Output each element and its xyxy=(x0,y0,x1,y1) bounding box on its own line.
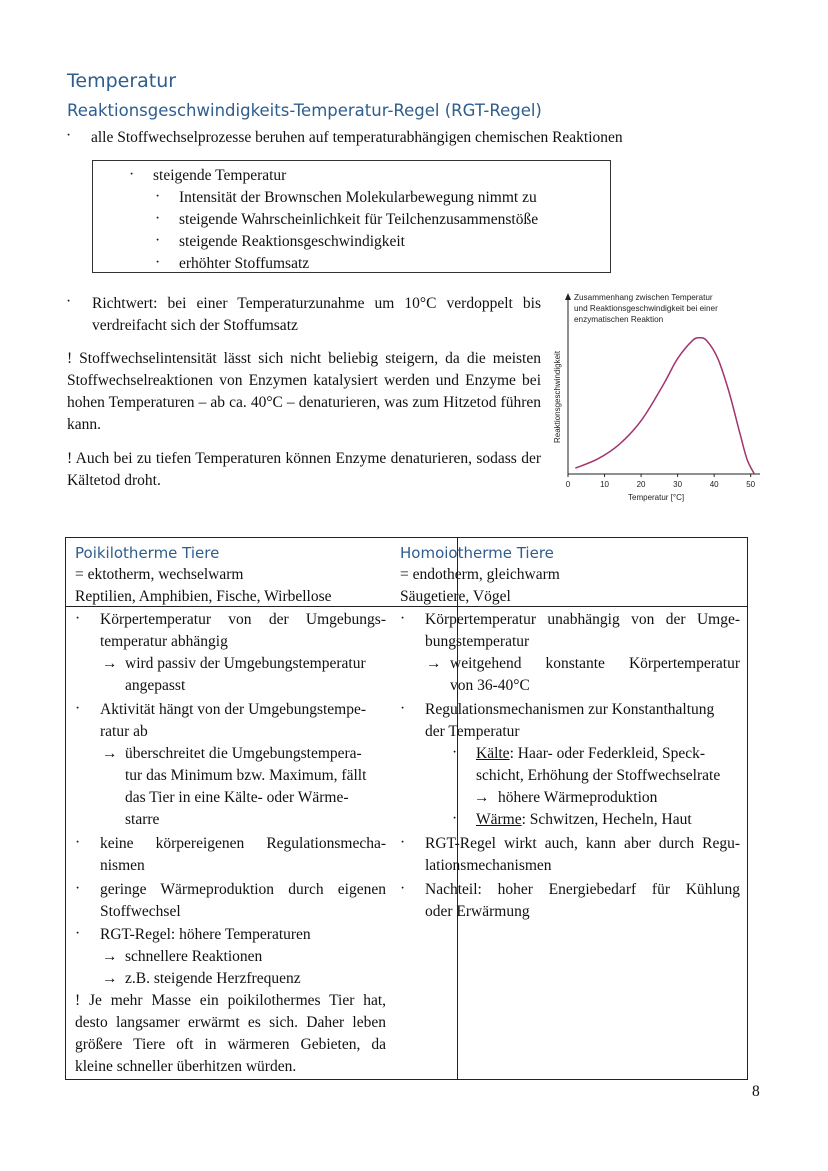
left-synonyms: = ektotherm, wechselwarm xyxy=(75,566,244,583)
left-line: temperatur abhängig xyxy=(100,633,228,650)
right-column-title: Homoiotherme Tiere xyxy=(400,544,554,562)
richtwert-text: Richtwert: bei einer Temperaturzunahme um 10°C verdoppelt bis verdreifacht sich der Stoffumsatz xyxy=(92,295,541,334)
bullet: · xyxy=(452,810,458,827)
right-line: Körpertemperatur unabhängig von der Umge- xyxy=(425,611,740,628)
chart-title-line: enzymatischen Reaktion xyxy=(574,315,664,324)
right-line: von 36-40°C xyxy=(450,677,530,694)
bullet: · xyxy=(155,254,161,271)
box-sub-item: steigende Reaktionsgeschwindigkeit xyxy=(179,233,405,250)
right-examples: Säugetiere, Vögel xyxy=(400,588,511,605)
heat-label: Wärme xyxy=(476,811,522,828)
arrow-icon: → xyxy=(102,948,118,965)
left-line: ratur ab xyxy=(100,723,148,740)
comparison-table xyxy=(65,537,748,1080)
left-line: nismen xyxy=(100,857,145,874)
left-examples: Reptilien, Amphibien, Fische, Wirbellose xyxy=(75,588,332,605)
bullet: · xyxy=(75,834,81,851)
right-line: RGT-Regel wirkt auch, kann aber durch Regu- xyxy=(425,835,740,852)
left-line: wird passiv der Umgebungstemperatur xyxy=(125,655,366,672)
bullet: · xyxy=(155,210,161,227)
bullet: · xyxy=(400,880,406,897)
x-tick-label: 10 xyxy=(600,480,609,489)
y-axis-arrow xyxy=(565,293,571,300)
box-main-item: steigende Temperatur xyxy=(153,167,287,184)
x-ticks xyxy=(566,474,756,489)
bullet: · xyxy=(400,834,406,851)
x-tick-label: 50 xyxy=(746,480,756,489)
left-line: starre xyxy=(125,811,160,828)
box-sub-item: erhöhter Stoffumsatz xyxy=(179,255,310,272)
right-line xyxy=(476,809,692,831)
enzyme-rate-chart xyxy=(548,286,768,506)
cold-text: : Haar- oder Federkleid, Speck- xyxy=(509,745,706,762)
left-line: geringe Wärmeproduktion durch eigenen xyxy=(100,881,386,898)
left-line: keine körpereigenen Regulationsmecha- xyxy=(100,835,386,852)
bullet: · xyxy=(400,610,406,627)
bullet: · xyxy=(66,293,72,310)
intro-text: alle Stoffwechselprozesse beruhen auf temperaturabhängigen chemischen Reaktionen xyxy=(91,129,623,146)
right-line: höhere Wärmeproduktion xyxy=(498,789,658,806)
bullet: · xyxy=(75,700,81,717)
temperature-effects-box xyxy=(92,160,611,273)
left-line: angepasst xyxy=(125,677,186,694)
y-axis-label: Reaktionsgeschwindigkeit xyxy=(553,350,562,443)
left-note: desto langsamer erwärmt es sich. Daher leben xyxy=(75,1014,386,1031)
arrow-icon: → xyxy=(102,970,118,987)
x-tick-label: 0 xyxy=(565,480,571,489)
right-line xyxy=(476,743,705,765)
x-tick-label: 20 xyxy=(636,480,646,489)
right-line: weitgehend konstante Körpertemperatur xyxy=(450,655,740,672)
arrow-icon: → xyxy=(102,655,118,672)
arrow-icon: → xyxy=(426,655,442,672)
bullet: · xyxy=(452,744,458,761)
left-line: schnellere Reaktionen xyxy=(125,948,263,965)
heat-text: : Schwitzen, Hecheln, Haut xyxy=(521,811,692,828)
arrow-icon: → xyxy=(102,745,118,762)
right-line: der Temperatur xyxy=(425,723,520,740)
page-title: Temperatur xyxy=(67,70,177,92)
cold-label: Kälte xyxy=(476,745,510,762)
left-line: das Tier in eine Kälte- oder Wärme- xyxy=(125,789,349,806)
left-column-title: Poikilotherme Tiere xyxy=(75,544,220,562)
right-line: schicht, Erhöhung der Stoffwechselrate xyxy=(476,767,721,784)
left-line: Körpertemperatur von der Umgebungs- xyxy=(100,611,386,628)
arrow-icon: → xyxy=(474,789,490,806)
right-line: Regulationsmechanismen zur Konstanthaltung xyxy=(425,701,715,718)
right-line: lationsmechanismen xyxy=(425,857,552,874)
x-tick-label: 30 xyxy=(673,480,683,489)
warning-cold: ! Auch bei zu tiefen Temperaturen können Enzyme denaturieren, sodass der Kältetod droht. xyxy=(67,450,541,489)
left-line: RGT-Regel: höhere Temperaturen xyxy=(100,926,311,943)
bullet: · xyxy=(75,880,81,897)
warning-heat: ! Stoffwechselintensität lässt sich nicht beliebig steigern, da die meisten Stoffwechselreaktionen von Enzymen katalysiert werden und Enzyme bei hohen Temperaturen – ab ca. 40°C – denaturieren, was zum Hitzetod führen kann. xyxy=(67,350,541,433)
left-line: tur das Minimum bzw. Maximum, fällt xyxy=(125,767,367,784)
x-tick-label: 40 xyxy=(709,480,719,489)
left-note: ! Je mehr Masse ein poikilothermes Tier hat, xyxy=(75,992,386,1009)
right-line: bungstemperatur xyxy=(425,633,530,650)
left-line: Stoffwechsel xyxy=(100,903,181,920)
page-number: 8 xyxy=(752,1083,760,1100)
right-line: oder Erwärmung xyxy=(425,903,530,920)
bullet: · xyxy=(129,166,135,183)
bullet: · xyxy=(75,925,81,942)
chart-title-line: Zusammenhang zwischen Temperatur xyxy=(574,293,713,302)
section-subtitle: Reaktionsgeschwindigkeits-Temperatur-Regel (RGT-Regel) xyxy=(67,101,542,120)
right-synonyms: = endotherm, gleichwarm xyxy=(400,566,560,583)
rate-curve xyxy=(575,338,754,474)
x-axis-label: Temperatur [°C] xyxy=(628,493,685,502)
bullet: · xyxy=(155,232,161,249)
left-line: Aktivität hängt von der Umgebungstempe- xyxy=(100,701,367,718)
left-line: überschreitet die Umgebungstempera- xyxy=(125,745,362,762)
left-note: kleine schneller überhitzen würden. xyxy=(75,1058,297,1075)
bullet: · xyxy=(75,610,81,627)
bullet: · xyxy=(155,188,161,205)
bullet: · xyxy=(400,700,406,717)
left-note: größere Tiere oft in wärmeren Gebieten, da xyxy=(75,1036,386,1053)
left-line: z.B. steigende Herzfrequenz xyxy=(125,970,301,987)
bullet: · xyxy=(66,127,72,144)
box-sub-item: Intensität der Brownschen Molekularbewegung nimmt zu xyxy=(179,189,537,206)
right-line: Nachteil: hoher Energiebedarf für Kühlung xyxy=(425,881,740,898)
box-sub-item: steigende Wahrscheinlichkeit für Teilchenzusammenstöße xyxy=(179,211,539,228)
chart-title-line: und Reaktionsgeschwindigkeit bei einer xyxy=(574,304,718,313)
